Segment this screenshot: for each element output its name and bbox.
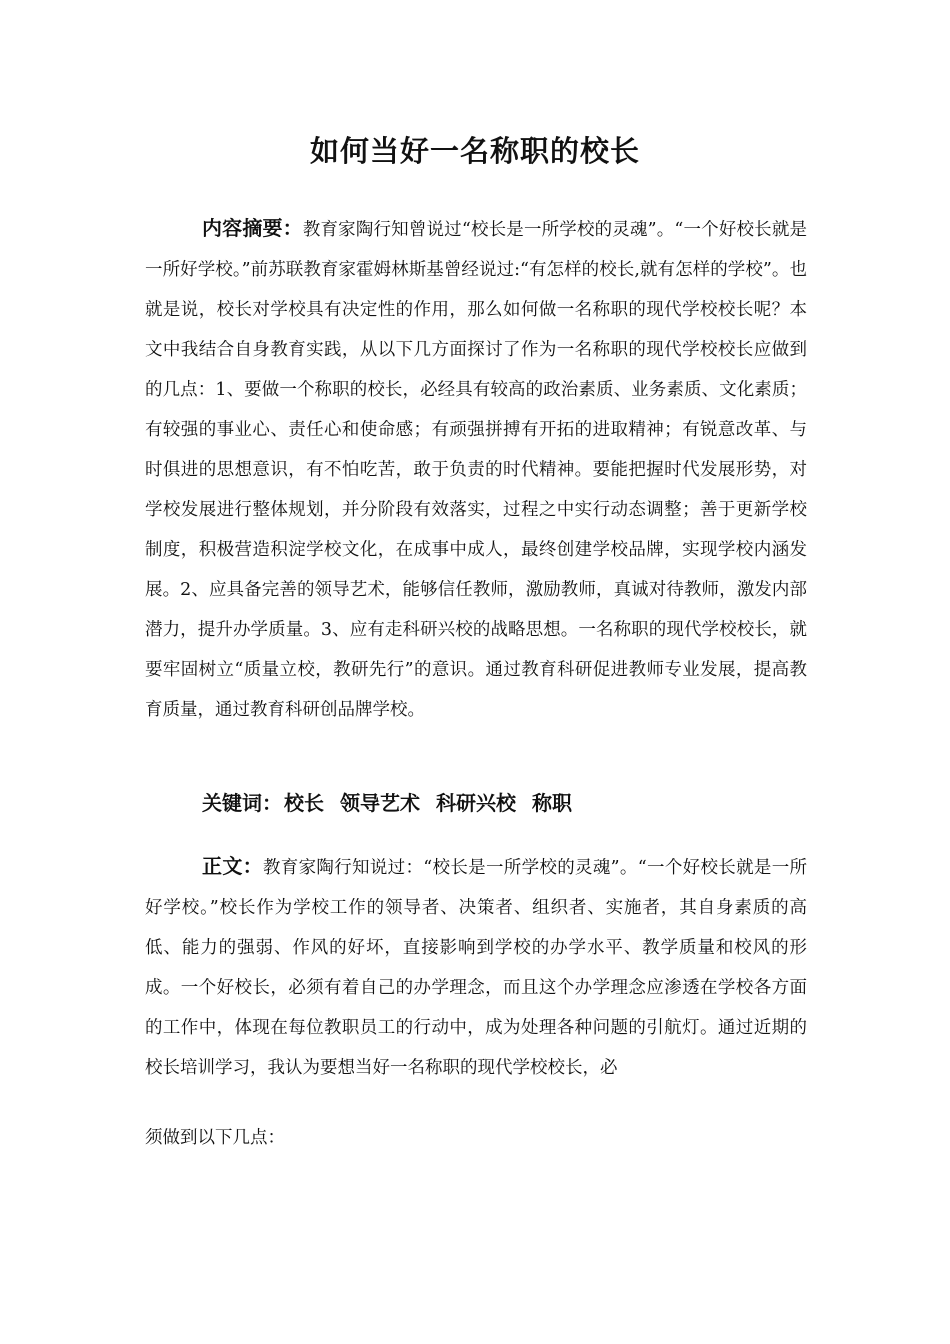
body-continuation: 须做到以下几点： xyxy=(145,1128,285,1148)
keyword-item: 校长 xyxy=(284,791,324,815)
body-label: 正文： xyxy=(202,854,263,878)
body-paragraph xyxy=(145,846,807,1088)
keyword-item: 称职 xyxy=(532,791,572,815)
keyword-item: 科研兴校 xyxy=(436,791,516,815)
abstract-text: 教育家陶行知曾说过“校长是一所学校的灵魂”。“一个好校长就是一所好学校。”前苏联教育家霍姆林斯基曾经说过:“有怎样的校长,就有怎样的学校”。也就是说，校长对学校具有决定性的作用，那么如何做一名称职的现代学校校长呢？本文中我结合自身教育实践，从以下几方面探讨了作为一名称职的现代学校校长应做到的几点：1、要做一个称职的校长，必经具有较高的政治素质、业务素质、文化素质；有较强的事业心、责任心和使命感；有顽强拼搏有开拓的进取精神；有锐意改革、与时俱进的思想意识，有不怕吃苦，敢于负责的时代精神。要能把握时代发展形势，对学校发展进行整体规划，并分阶段有效落实，过程之中实行动态调整；善于更新学校制度，积极营造积淀学校文化，在成事中成人，最终创建学校品牌，实现学校内涵发展。2、应具备完善的领导艺术，能够信任教师，激励教师，真诚对待教师，激发内部潜力，提升办学质量。3、应有走科研兴校的战略思想。一名称职的现代学校校长，就要牢固树立“质量立校，教研先行”的意识。通过教育科研促进教师专业发展，提高教育质量，通过教育科研创品牌学校。 xyxy=(145,220,808,720)
abstract-paragraph xyxy=(145,208,807,730)
abstract-label: 内容摘要： xyxy=(202,216,303,240)
document-title: 如何当好一名称职的校长 xyxy=(309,134,640,168)
keywords-line xyxy=(202,783,586,823)
body-text: 教育家陶行知说过：“校长是一所学校的灵魂”。“一个好校长就是一所好学校。”校长作为学校工作的领导者、决策者、组织者、实施者，其自身素质的高低、能力的强弱、作风的好坏，直接影响到学校的办学水平、教学质量和校风的形成。一个好校长，必须有着自己的办学理念，而且这个办学理念应渗透在学校各方面的工作中，体现在每位教职员工的行动中，成为处理各种问题的引航灯。通过近期的校长培训学习，我认为要想当好一名称职的现代学校校长，必 xyxy=(145,858,808,1078)
keywords-label: 关键词： xyxy=(202,791,282,815)
keyword-item: 领导艺术 xyxy=(340,791,420,815)
